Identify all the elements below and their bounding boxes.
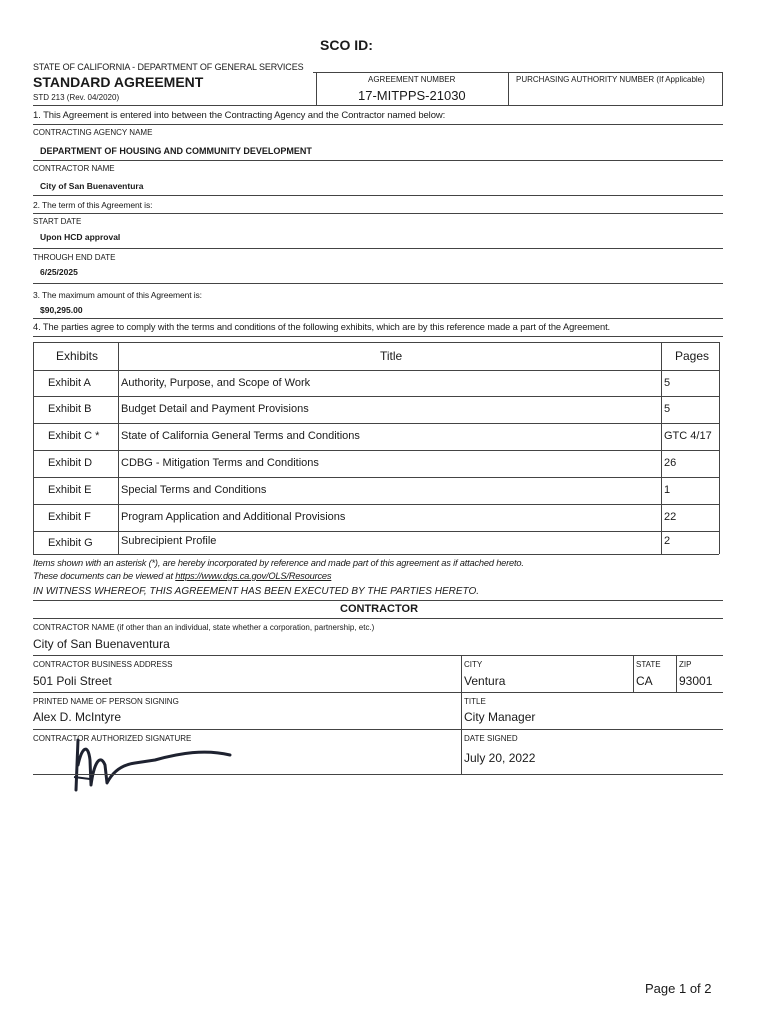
business-address-label: CONTRACTOR BUSINESS ADDRESS <box>33 660 173 669</box>
table-row-title: Special Terms and Conditions <box>121 484 267 496</box>
form-number: STD 213 (Rev. 04/2020) <box>33 93 120 102</box>
table-row-exhibit: Exhibit G <box>48 537 93 549</box>
sco-id-label: SCO ID: <box>320 37 373 53</box>
agreement-number-label: AGREEMENT NUMBER <box>368 75 456 84</box>
table-row-pages: GTC 4/17 <box>664 430 712 442</box>
resources-note <box>33 571 331 581</box>
zip-value: 93001 <box>679 674 713 688</box>
table-row-exhibit: Exhibit E <box>48 484 92 496</box>
section-4-text: 4. The parties agree to comply with the terms and conditions of the following exhibits, which are by this reference made a part of the Agreement. <box>33 322 611 332</box>
section-3-text: 3. The maximum amount of this Agreement is: <box>33 290 202 300</box>
contracting-agency-value: DEPARTMENT OF HOUSING AND COMMUNITY DEVELOPMENT <box>40 146 312 156</box>
contractor-heading: CONTRACTOR <box>340 603 419 615</box>
agreement-number: 17-MITPPS-21030 <box>358 88 466 103</box>
printed-name-value: Alex D. McIntyre <box>33 710 122 724</box>
table-row-title: State of California General Terms and Conditions <box>121 430 360 442</box>
exhibits-header: Exhibits <box>56 349 99 363</box>
table-row-pages: 5 <box>664 403 671 415</box>
table-row-title: Subrecipient Profile <box>121 535 217 547</box>
witness-statement: IN WITNESS WHEREOF, THIS AGREEMENT HAS BEEN EXECUTED BY THE PARTIES HERETO. <box>33 586 480 597</box>
table-row-title: Program Application and Additional Provisions <box>121 511 346 523</box>
contractor-name-label: CONTRACTOR NAME <box>33 164 115 173</box>
date-signed-label: DATE SIGNED <box>464 734 518 743</box>
pages-header: Pages <box>675 349 710 363</box>
resources-note-prefix: These documents can be viewed at <box>33 571 176 581</box>
contractor-section-name-value: City of San Buenaventura <box>33 637 170 651</box>
table-row-exhibit: Exhibit B <box>48 403 92 415</box>
asterisk-note: Items shown with an asterisk (*), are hereby incorporated by reference and made part of this agreement as if attached hereto. <box>33 558 524 568</box>
city-value: Ventura <box>464 674 506 688</box>
table-row-pages: 1 <box>664 484 671 496</box>
contractor-section-name-label: CONTRACTOR NAME (if other than an individual, state whether a corporation, partnership, etc.) <box>33 623 375 632</box>
contractor-name-value: City of San Buenaventura <box>40 181 144 191</box>
contracting-agency-label: CONTRACTING AGENCY NAME <box>33 128 153 137</box>
table-row-pages: 26 <box>664 457 677 469</box>
title-label: TITLE <box>464 697 486 706</box>
form-title: STANDARD AGREEMENT <box>33 74 204 90</box>
signature-label: CONTRACTOR AUTHORIZED SIGNATURE <box>33 734 192 743</box>
start-date-value: Upon HCD approval <box>40 232 121 242</box>
table-row-exhibit: Exhibit D <box>48 457 93 469</box>
table-row-exhibit: Exhibit A <box>48 377 91 389</box>
purchasing-authority-label: PURCHASING AUTHORITY NUMBER (If Applicable) <box>516 75 705 84</box>
department-name: STATE OF CALIFORNIA - DEPARTMENT OF GENERAL SERVICES <box>33 62 304 72</box>
start-date-label: START DATE <box>33 217 82 226</box>
table-row-exhibit: Exhibit F <box>48 511 91 523</box>
title-header: Title <box>380 349 403 363</box>
table-row-title: Budget Detail and Payment Provisions <box>121 403 309 415</box>
table-row-exhibit: Exhibit C * <box>48 430 100 442</box>
table-row-title: Authority, Purpose, and Scope of Work <box>121 377 311 389</box>
business-address-value: 501 Poli Street <box>33 674 112 688</box>
end-date-label: THROUGH END DATE <box>33 253 116 262</box>
end-date-value: 6/25/2025 <box>40 267 78 277</box>
signature-image <box>60 735 260 795</box>
state-label: STATE <box>636 660 661 669</box>
max-amount-value: $90,295.00 <box>40 305 83 315</box>
date-signed-value: July 20, 2022 <box>464 751 536 765</box>
table-row-title: CDBG - Mitigation Terms and Conditions <box>121 457 319 469</box>
printed-name-label: PRINTED NAME OF PERSON SIGNING <box>33 697 179 706</box>
city-label: CITY <box>464 660 483 669</box>
page-number: Page 1 of 2 <box>645 981 712 996</box>
resources-link[interactable]: https://www.dgs.ca.gov/OLS/Resources <box>175 571 332 581</box>
title-value: City Manager <box>464 710 536 724</box>
table-row-pages: 2 <box>664 535 671 547</box>
table-row-pages: 22 <box>664 511 677 523</box>
section-2-text: 2. The term of this Agreement is: <box>33 200 153 210</box>
state-value: CA <box>636 674 653 688</box>
zip-label: ZIP <box>679 660 692 669</box>
table-row-pages: 5 <box>664 377 671 389</box>
section-1-text: 1. This Agreement is entered into between the Contracting Agency and the Contractor named below: <box>33 110 446 121</box>
